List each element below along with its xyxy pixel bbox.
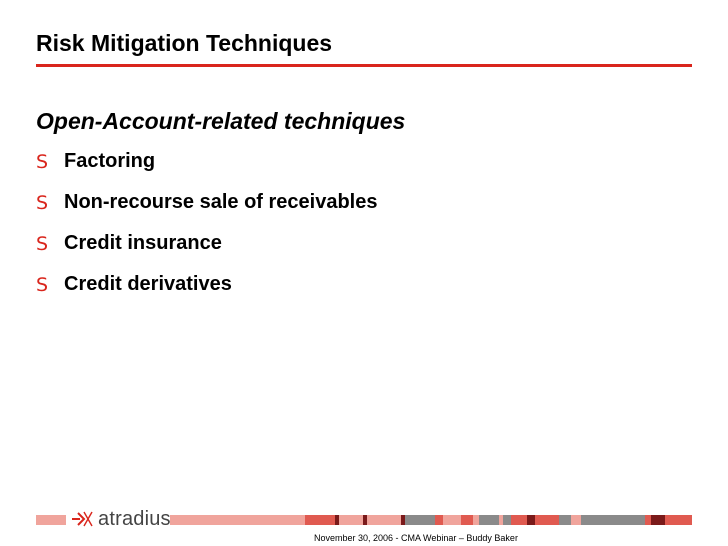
bullet-text: Credit insurance	[64, 232, 222, 254]
footer-caption: November 30, 2006 - CMA Webinar – Buddy Baker	[314, 533, 518, 543]
footer-bar-left	[36, 515, 66, 525]
atradius-arrow-icon	[70, 508, 96, 530]
bullet-text: Credit derivatives	[64, 273, 232, 295]
bullet-marker: S	[36, 274, 49, 296]
bullet-marker: S	[36, 192, 49, 214]
logo-text: atradius	[98, 507, 171, 530]
atradius-logo	[70, 507, 171, 531]
slide-title: Risk Mitigation Techniques	[36, 30, 333, 56]
title-underline	[36, 64, 692, 67]
footer-color-stripe	[305, 515, 692, 525]
bullet-text: Factoring	[64, 150, 156, 172]
bullet-marker: S	[36, 151, 49, 173]
bullet-marker: S	[36, 233, 49, 255]
footer-bar-mid	[170, 515, 305, 525]
bullet-text: Non-recourse sale of receivables	[64, 191, 378, 213]
section-subtitle: Open-Account-related techniques	[36, 108, 406, 134]
